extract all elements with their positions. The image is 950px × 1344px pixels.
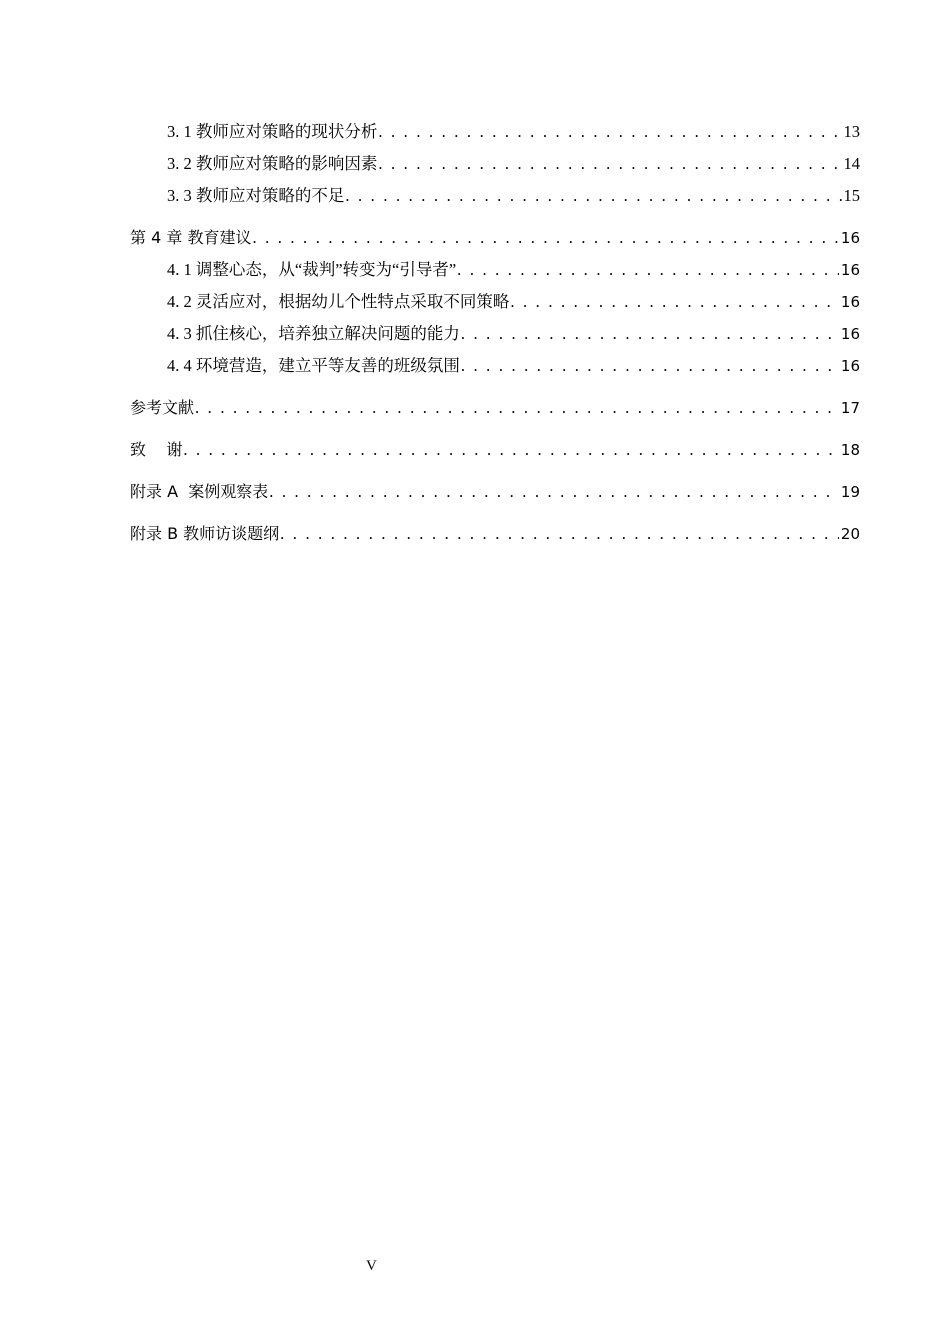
dot-leader <box>269 476 839 508</box>
toc-entry-appendix-a[interactable] <box>130 476 860 508</box>
dot-leader <box>183 434 839 466</box>
toc-entry-title: 附录 A 案例观察表 <box>130 482 269 501</box>
toc-entry-page: 14 <box>843 154 860 173</box>
toc-entry-title: 第 4 章 教育建议 <box>130 228 252 247</box>
dot-leader <box>252 222 838 254</box>
toc-entry-page: 18 <box>840 441 860 459</box>
dot-leader <box>345 180 841 212</box>
toc-entry-page: 17 <box>840 399 860 417</box>
toc-entry-page: 16 <box>840 261 860 279</box>
toc-entry-page: 16 <box>840 229 860 247</box>
toc-entry-4-4[interactable] <box>130 350 860 382</box>
dot-leader <box>461 318 839 350</box>
toc-entry-acknowledgements[interactable] <box>130 434 860 466</box>
dot-leader <box>280 518 839 550</box>
toc-entry-page: 20 <box>840 525 860 543</box>
toc-entry-title: 致 谢 <box>130 440 183 459</box>
dot-leader <box>195 392 839 424</box>
toc-entry-references[interactable] <box>130 392 860 424</box>
toc-entry-title: 3. 2 教师应对策略的影响因素 <box>167 154 378 173</box>
table-of-contents <box>130 116 860 550</box>
toc-entry-title: 4. 2 灵活应对，根据幼儿个性特点采取不同策略 <box>167 292 510 311</box>
dot-leader <box>457 254 839 286</box>
toc-entry-4-2[interactable] <box>130 286 860 318</box>
dot-leader <box>510 286 839 318</box>
toc-entry-chapter-4[interactable] <box>130 222 860 254</box>
toc-entry-4-3[interactable] <box>130 318 860 350</box>
toc-entry-4-1[interactable] <box>130 254 860 286</box>
toc-entry-3-2[interactable] <box>130 148 860 180</box>
toc-entry-title: 附录 B 教师访谈题纲 <box>130 524 280 543</box>
dot-leader <box>378 116 841 148</box>
dot-leader <box>378 148 841 180</box>
toc-entry-title: 4. 4 环境营造，建立平等友善的班级氛围 <box>167 356 460 375</box>
toc-entry-title: 3. 3 教师应对策略的不足 <box>167 186 345 205</box>
toc-entry-page: 16 <box>840 357 860 375</box>
dot-leader <box>461 350 839 382</box>
page-number: V <box>366 1258 377 1274</box>
toc-entry-page: 19 <box>840 483 860 501</box>
toc-entry-page: 13 <box>843 122 860 141</box>
toc-entry-title: 4. 1 调整心态，从“裁判”转变为“引导者” <box>167 260 457 279</box>
toc-entry-appendix-b[interactable] <box>130 518 860 550</box>
toc-entry-3-3[interactable] <box>130 180 860 212</box>
toc-entry-page: 16 <box>840 293 860 311</box>
toc-entry-page: 16 <box>840 325 860 343</box>
toc-entry-title: 4. 3 抓住核心，培养独立解决问题的能力 <box>167 324 460 343</box>
toc-entry-title: 参考文献 <box>130 398 195 417</box>
toc-entry-3-1[interactable] <box>130 116 860 148</box>
toc-entry-page: 15 <box>843 186 860 205</box>
toc-entry-title: 3. 1 教师应对策略的现状分析 <box>167 122 378 141</box>
